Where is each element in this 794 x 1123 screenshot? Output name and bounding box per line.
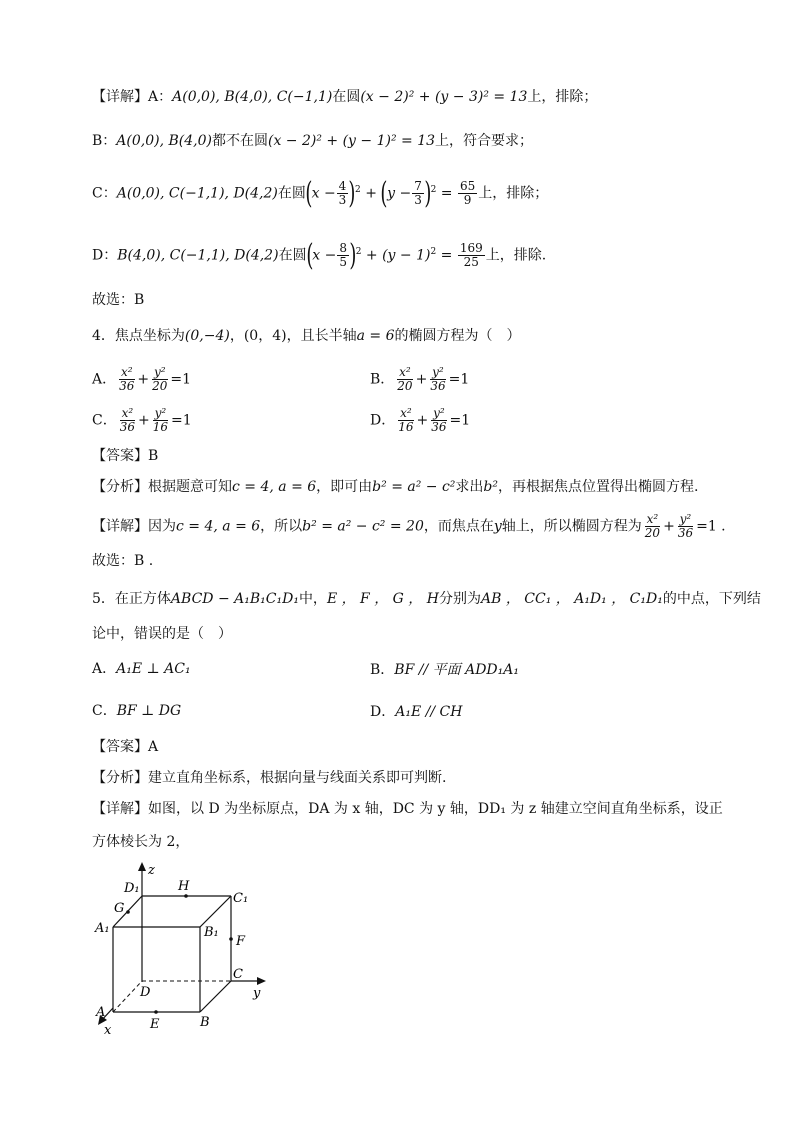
var: (y − 1) (382, 247, 431, 264)
circle-equation: (x − 2)² + (y − 3)² = 13 (360, 89, 528, 105)
detail-tag: 【详解】 (92, 89, 148, 105)
fraction: $\frac{4}{3}$ (338, 179, 347, 208)
segments: AB ， CC₁ ， A₁D₁ ， C₁D₁ (480, 591, 663, 607)
fraction: $\frac{\text{y²}}{36}$ (677, 512, 694, 540)
var: b² (483, 479, 498, 495)
fraction: $\frac{\text{x²}}{36}$ (119, 365, 135, 393)
label-g: G (114, 901, 125, 916)
equation: b² = a² − c² (372, 479, 456, 495)
option-label: C． (92, 412, 117, 429)
option-label: C． (92, 703, 117, 719)
var: y (493, 518, 502, 535)
paren: ) (348, 175, 356, 211)
paren: ( (305, 237, 313, 273)
label-b1: B₁ (204, 925, 219, 940)
q5-stem-line2: 论中，错误的是（ ） (92, 626, 232, 642)
fraction: $\frac{\text{y²}}{36}$ (430, 365, 446, 393)
q5-option-b (370, 659, 519, 679)
text: 4．焦点坐标为 (92, 328, 185, 344)
rhs: =1 (171, 412, 192, 429)
y-arrow (257, 977, 266, 985)
q4-option-c: C． $\frac{\text{x²}}{36}$ + $\frac{\text{y²}}{16}$ =1 (92, 406, 192, 434)
label-c1: C₁ (233, 891, 249, 906)
fraction: $\frac{\text{y²}}{36}$ (431, 406, 447, 434)
z-arrow (138, 862, 146, 871)
q3-option-c-line: C：A(0,0), C(−1,1), D(4,2)在圆(x − $\frac{4}{3}$ )$^2$ + (y − $\frac{7}{3}$ )$^2$ = $\frac{65}{9}$ 上，排除； (92, 175, 549, 211)
analysis-tag: 【分析】 (92, 770, 148, 786)
cube-name: ABCD − A₁B₁C₁D₁ (170, 591, 299, 607)
option-label: A． (92, 661, 117, 677)
rhs: =1 (170, 371, 192, 388)
var: c = 4, a = 6 (176, 518, 261, 535)
label-e: E (150, 1017, 160, 1032)
text: 在圆 (277, 185, 306, 202)
text: ，再根据焦点位置得出椭圆方程. (498, 479, 699, 495)
point: (0,−4) (184, 328, 230, 344)
text: 根据题意可知 (148, 479, 232, 495)
text: ，所以 (260, 518, 303, 535)
rhs-fraction: $\frac{65}{9}$ (459, 179, 476, 208)
q4-choose: 故选：B . (92, 553, 154, 569)
text: 都不在圆 (211, 133, 268, 149)
fraction: $\frac{8}{5}$ (339, 241, 347, 270)
label-d1: D₁ (124, 881, 140, 896)
q3-option-a-line (92, 87, 597, 107)
point-e (154, 1010, 158, 1014)
label-h: H (178, 879, 190, 894)
q4-option-a: A． $\frac{\text{x²}}{36}$ + $\frac{\text{y²}}{20}$ =1 (92, 365, 192, 393)
answer-tag: 【答案】 (92, 739, 148, 755)
label-z: z (148, 863, 155, 878)
text: 分别为 (438, 591, 481, 607)
q5-detail-line2: 方体棱长为 2， (92, 834, 190, 850)
detail-text: 如图，以 D 为坐标原点，DA 为 x 轴，DC 为 y 轴，DD₁ 为 z 轴建立空间直角坐标系，设正 (148, 801, 723, 817)
paren: ( (305, 175, 313, 211)
point-f (229, 937, 233, 941)
text: 在圆 (332, 89, 361, 105)
text: 求出 (455, 479, 484, 495)
q5-detail-line1 (92, 799, 723, 819)
var: c = 4, a = 6 (232, 479, 317, 495)
text: ，而焦点在 (423, 518, 494, 535)
label-c: C (233, 967, 243, 982)
cube-figure (90, 858, 280, 1038)
points: B(4,0), C(−1,1), D(4,2) (117, 247, 279, 264)
q4-option-b: B． $\frac{\text{x²}}{20}$ + $\frac{\text{y²}}{36}$ =1 (370, 365, 470, 393)
text: =1 . (696, 518, 726, 535)
text: 在圆 (278, 247, 307, 264)
text: 因为 (148, 518, 176, 535)
text: ，即可由 (316, 479, 373, 495)
option-label: C： (92, 185, 117, 202)
fraction: $\frac{\text{x²}}{36}$ (119, 406, 135, 434)
q5-option-c (92, 701, 181, 721)
fraction: $\frac{\text{y²}}{20}$ (152, 365, 168, 393)
q4-option-d: D． $\frac{\text{x²}}{16}$ + $\frac{\text{y²}}{36}$ =1 (370, 406, 471, 434)
q5-option-a (92, 659, 191, 679)
option-label: A． (92, 371, 117, 388)
option-label: D： (92, 247, 118, 264)
circle-equation: (x − 2)² + (y − 1)² = 13 (267, 133, 436, 149)
answer-tag: 【答案】 (92, 448, 148, 464)
points: A(0,0), B(4,0), C(−1,1) (172, 89, 333, 105)
text: 上，排除； (478, 185, 549, 202)
text: 的中点，下列结 (662, 591, 761, 607)
point-h (184, 894, 188, 898)
option-text: BF // 平面 ADD₁A₁ (394, 662, 519, 678)
text: 上，排除. (485, 247, 547, 264)
text: ，(0，4)，且长半轴 (229, 328, 357, 344)
detail-tag: 【详解】 (92, 518, 148, 535)
option-label: D． (370, 704, 396, 720)
fraction: $\frac{\text{y²}}{16}$ (152, 406, 169, 434)
option-label: D． (370, 412, 396, 429)
text: 轴上，所以椭圆方程为 (501, 518, 642, 535)
fraction: $\frac{\text{x²}}{20}$ (397, 365, 413, 393)
label-d: D (140, 985, 151, 1000)
option-text: BF ⊥ DG (116, 703, 182, 719)
fraction: $\frac{7}{3}$ (414, 179, 422, 208)
text: 上，符合要求； (435, 133, 534, 149)
analysis-text: 建立直角坐标系，根据向量与线面关系即可判断. (148, 770, 447, 786)
text: 上，排除； (527, 89, 598, 105)
rhs-fraction: $\frac{169}{25}$ (459, 241, 483, 270)
text: 中， (298, 591, 327, 607)
analysis-tag: 【分析】 (92, 479, 148, 495)
rhs: =1 (448, 371, 470, 388)
option-label: B： (92, 133, 117, 149)
label-a: A (96, 1005, 106, 1020)
hidden-edge-a-d (113, 981, 142, 1012)
answer-value: B (148, 448, 159, 464)
label-x: x (104, 1023, 112, 1038)
q3-option-b-line (92, 131, 533, 151)
var: a = 6 (356, 328, 395, 344)
q4-analysis (92, 477, 698, 497)
label-f: F (236, 934, 246, 949)
points: A(0,0), C(−1,1), D(4,2) (116, 185, 278, 202)
q5-stem-line1 (92, 589, 761, 609)
var: x − (311, 185, 336, 202)
point-g (126, 910, 130, 914)
label-b: B (200, 1015, 210, 1030)
option-label: B． (370, 371, 395, 388)
fraction: $\frac{\text{x²}}{20}$ (644, 512, 661, 540)
q3-answer: 故选：B (92, 292, 145, 308)
q4-detail: 【详解】因为c = 4, a = 6，所以b² = a² − c² = 20，而焦点在y轴上，所以椭圆方程为 $\frac{\text{x²}}{20}$ + $\frac{\text{y²}}{36}$ =1 . (92, 512, 726, 540)
q5-option-d (370, 701, 462, 721)
equation: b² = a² − c² = 20 (302, 518, 424, 535)
text: 5．在正方体 (92, 591, 171, 607)
q4-stem (92, 326, 520, 346)
rhs: =1 (449, 412, 471, 429)
q4-answer (92, 446, 158, 466)
option-label: A： (148, 89, 173, 105)
q3-option-d-line: D：B(4,0), C(−1,1), D(4,2)在圆(x − $\frac{8}{5}$ )$^2 + (y - 1)^2$ = $\frac{169}{25}$ 上，排除. (92, 237, 547, 273)
points: E ， F ， G ， H (326, 591, 439, 607)
points: A(0,0), B(4,0) (116, 133, 212, 149)
edge-b-c (200, 981, 231, 1012)
label-y: y (253, 986, 261, 1001)
var: y − (387, 185, 412, 202)
answer-value: A (148, 739, 159, 755)
var: x − (312, 247, 337, 264)
q5-answer (92, 737, 158, 757)
q5-analysis (92, 768, 446, 788)
fraction: $\frac{\text{x²}}{16}$ (398, 406, 414, 434)
option-label: B． (370, 662, 395, 678)
paren: ( (380, 175, 388, 211)
detail-tag: 【详解】 (92, 801, 148, 817)
label-a1: A₁ (95, 921, 110, 936)
edge-b1-c1 (200, 896, 231, 927)
option-text: A₁E // CH (395, 704, 463, 720)
paren: ) (349, 237, 357, 273)
option-text: A₁E ⊥ AC₁ (116, 661, 191, 677)
text: 的椭圆方程为（ ） (394, 328, 521, 344)
paren: ) (424, 175, 432, 211)
